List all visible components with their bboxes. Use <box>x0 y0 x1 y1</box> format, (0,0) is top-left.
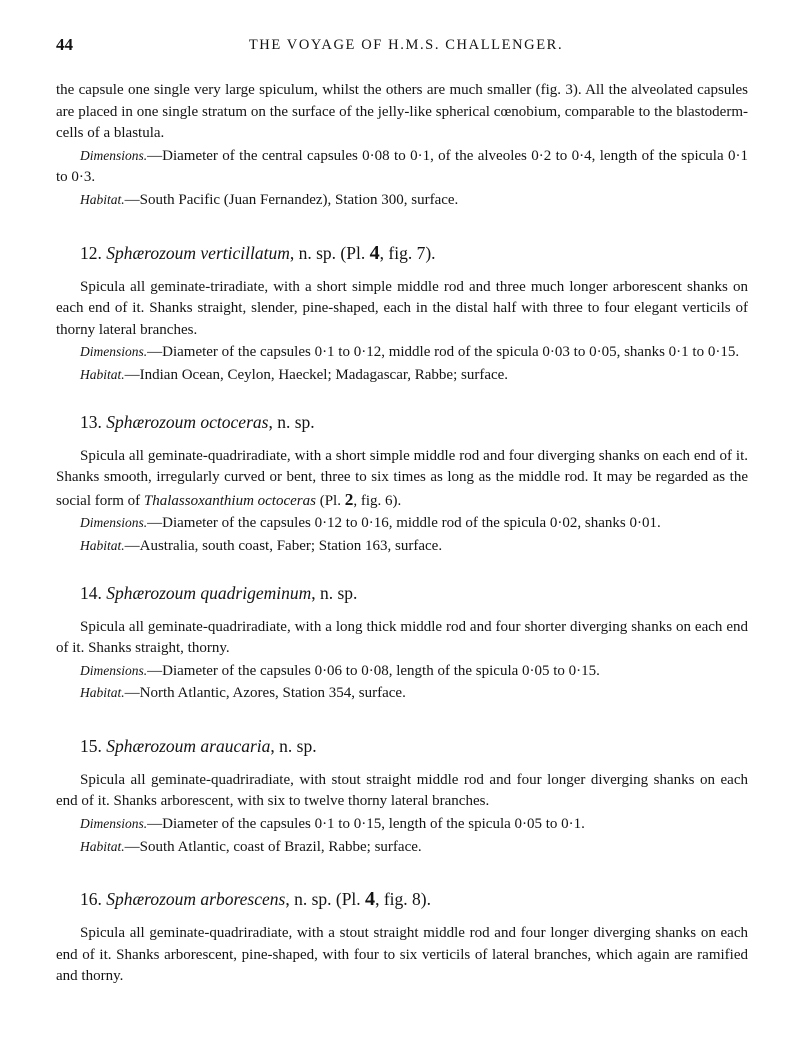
species-heading-16: 16. Sphærozoum arborescens, n. sp. (Pl. 4, fig. 8). <box>80 888 432 911</box>
species-description-14: Spicula all geminate-quadriradiate, with a long thick middle rod and four shorter diverging shanks on each end of it. Shanks straight, thorny. <box>56 618 748 657</box>
species-name: Sphærozoum araucaria <box>106 735 271 756</box>
species-description-12: Spicula all geminate-triradiate, with a short simple middle rod and three much longer arborescent shanks on each end of it. Shanks straight, slender, pine-shaped, each in the distal half with three to four elegant verticils of thorny lateral branches. <box>56 278 748 338</box>
intro-habitat <box>56 189 748 212</box>
species-dimensions-14: Dimensions.—Diameter of the capsules 0·06 to 0·08, length of the spicula 0·05 to 0·15. <box>80 662 600 679</box>
page-body <box>56 80 748 988</box>
species-heading-14: 14. Sphærozoum quadrigeminum, n. sp. <box>80 582 358 603</box>
plate-number: 4 <box>369 241 380 264</box>
habitat-text: —South Pacific (Juan Fernandez), Station 300, surface. <box>124 191 459 208</box>
species-dimensions-13: Dimensions.—Diameter of the capsules 0·12 to 0·16, middle rod of the spicula 0·02, shanks 0·01. <box>80 515 661 532</box>
species-name: Sphærozoum octoceras <box>106 411 269 432</box>
species-name: Sphærozoum quadrigeminum <box>106 582 312 603</box>
species-description-13: Spicula all geminate-quadriradiate, with a short simple middle rod and four diverging shanks on each end of it. Shanks smooth, irregularly curved or bent, three to six times as long as the middle rod. It may be regarded as the social form of Thalassoxanthium octoceras (Pl. 2, fig. 6). <box>56 447 748 509</box>
species-dimensions-15: Dimensions.—Diameter of the capsules 0·1 to 0·15, length of the spicula 0·05 to 0·1. <box>80 816 585 833</box>
related-species-name: Thalassoxanthium octoceras <box>143 492 316 509</box>
plate-number: 4 <box>365 888 376 911</box>
species-description-16: Spicula all geminate-quadriradiate, with a stout straight middle rod and four longer diverging shanks on each end of it. Shanks arborescent, pine-shaped, with four to six verticils of lateral branches, which again are ramified and thorny. <box>56 925 748 985</box>
species-heading-15: 15. Sphærozoum araucaria, n. sp. <box>80 735 317 756</box>
running-title: THE VOYAGE OF H.M.S. CHALLENGER. <box>248 37 564 53</box>
plate-number: 2 <box>344 489 354 509</box>
intro-paragraph: the capsule one single very large spiculum, whilst the others are much smaller (fig. 3). All the alveolated capsules are placed in one single stratum on the surface of the jelly-like spherical cœnobium, comparable to the blastoderm-cells of a blastula. <box>56 82 748 142</box>
intro-dimensions <box>56 145 748 189</box>
page-header <box>56 35 756 59</box>
species-habitat-15: Habitat.—South Atlantic, coast of Brazil, Rabbe; surface. <box>80 838 422 855</box>
dimensions-label: Dimensions. <box>80 147 148 163</box>
page-number: 44 <box>56 35 73 54</box>
species-name: Sphærozoum verticillatum <box>106 242 290 263</box>
species-habitat-13: Habitat.—Australia, south coast, Faber; Station 163, surface. <box>80 537 443 554</box>
species-heading-12: 12. Sphærozoum verticillatum, n. sp. (Pl. 4, fig. 7). <box>80 241 436 264</box>
species-description-15: Spicula all geminate-quadriradiate, with stout straight middle rod and four longer diverging shanks on each end of it. Shanks arborescent, with six to twelve thorny lateral branches. <box>56 771 748 810</box>
species-name: Sphærozoum arborescens <box>106 889 286 910</box>
species-heading-13: 13. Sphærozoum octoceras, n. sp. <box>80 411 315 432</box>
species-habitat-14: Habitat.—North Atlantic, Azores, Station 354, surface. <box>80 685 406 702</box>
dimensions-text: —Diameter of the central capsules 0·08 to 0·1, of the alveoles 0·2 to 0·4, length of the spicula 0·1 to 0·3. <box>56 147 748 186</box>
species-dimensions-12: Dimensions.—Diameter of the capsules 0·1 to 0·12, middle rod of the spicula 0·03 to 0·05, shanks 0·1 to 0·15. <box>80 344 740 361</box>
habitat-label: Habitat. <box>80 191 125 207</box>
species-habitat-12: Habitat.—Indian Ocean, Ceylon, Haeckel; Madagascar, Rabbe; surface. <box>80 366 509 383</box>
